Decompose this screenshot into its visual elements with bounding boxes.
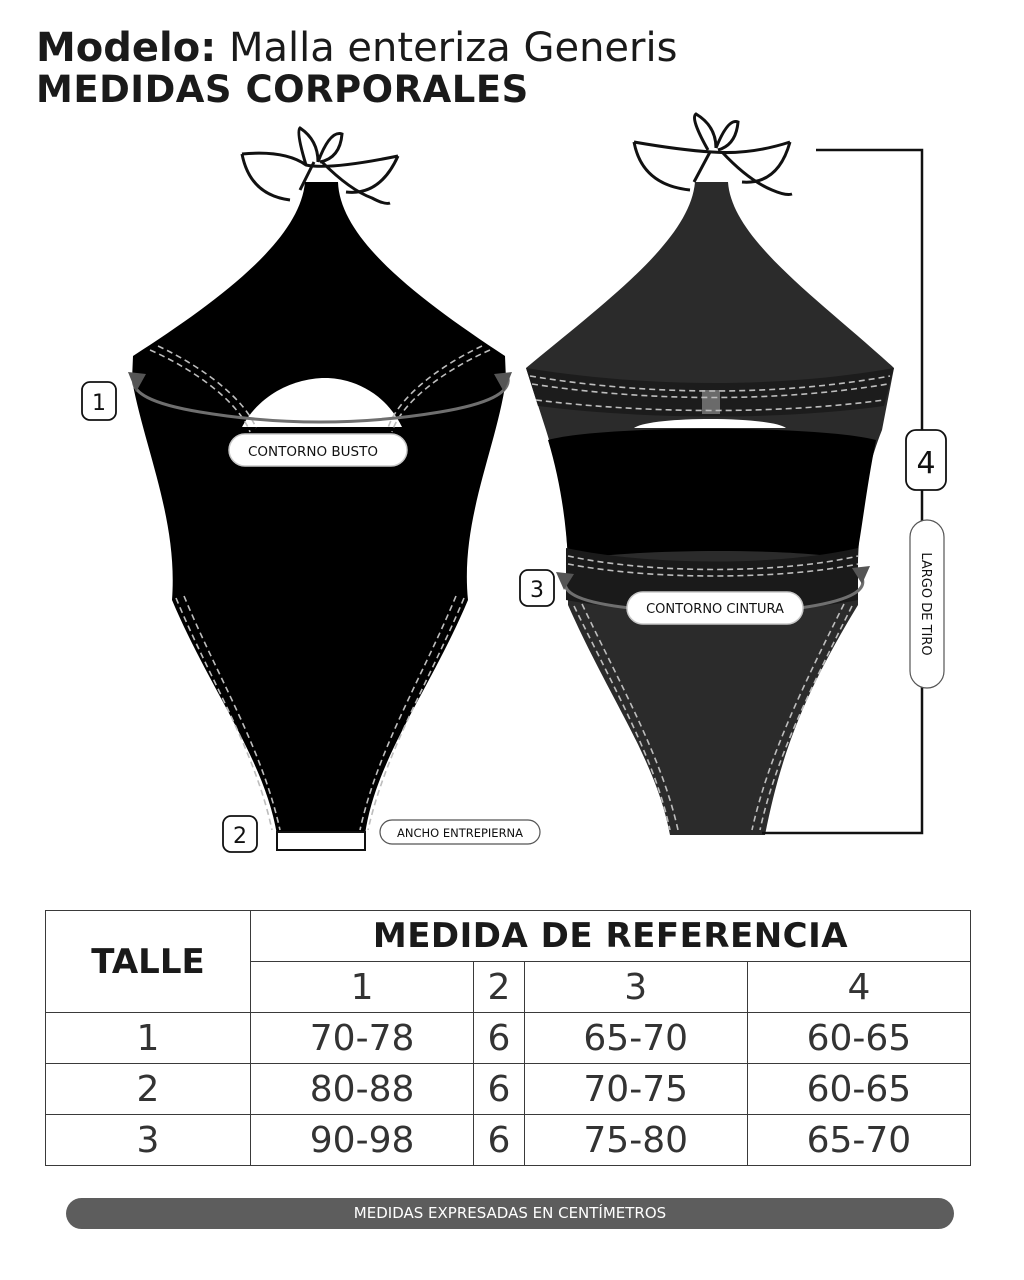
svg-text:1: 1 xyxy=(92,391,106,416)
front-garment-body xyxy=(132,182,506,835)
value-cell: 90-98 xyxy=(251,1115,474,1166)
medida-header: MEDIDA DE REFERENCIA xyxy=(251,911,971,962)
swimsuit-measurement-diagram xyxy=(0,110,1024,870)
marker-crotch xyxy=(223,816,257,852)
svg-text:4: 4 xyxy=(916,446,936,481)
crotch-label-pill xyxy=(380,820,540,844)
marker-bust xyxy=(82,382,116,420)
talle-cell: 1 xyxy=(46,1013,251,1064)
model-title xyxy=(36,24,677,72)
svg-text:2: 2 xyxy=(233,824,247,849)
marker-waist xyxy=(520,570,554,606)
column-header: 3 xyxy=(524,962,747,1013)
value-cell: 60-65 xyxy=(747,1013,970,1064)
column-header: 2 xyxy=(474,962,525,1013)
back-view xyxy=(526,114,922,835)
back-lower-cutout xyxy=(548,429,876,560)
value-cell: 70-75 xyxy=(524,1064,747,1115)
table-row xyxy=(46,1064,971,1115)
model-label: Modelo: xyxy=(36,25,217,71)
front-view xyxy=(128,128,512,850)
waist-label: CONTORNO CINTURA xyxy=(646,602,784,617)
length-label-pill xyxy=(910,520,944,688)
column-header: 1 xyxy=(251,962,474,1013)
waist-label-pill xyxy=(627,592,803,624)
value-cell: 70-78 xyxy=(251,1013,474,1064)
table-row xyxy=(46,1013,971,1064)
bust-label-pill xyxy=(229,434,407,466)
talle-header: TALLE xyxy=(46,911,251,1013)
talle-cell: 2 xyxy=(46,1064,251,1115)
value-cell: 80-88 xyxy=(251,1064,474,1115)
units-note: MEDIDAS EXPRESADAS EN CENTÍMETROS xyxy=(353,1204,667,1222)
size-reference-table xyxy=(45,910,971,1166)
crotch-label: ANCHO ENTREPIERNA xyxy=(396,826,524,840)
model-name: Malla enteriza Generis xyxy=(228,25,678,71)
length-label: LARGO DE TIRO xyxy=(918,552,933,656)
value-cell: 6 xyxy=(474,1115,525,1166)
units-footer-bar xyxy=(66,1198,954,1229)
value-cell: 6 xyxy=(474,1064,525,1115)
table-row xyxy=(46,1115,971,1166)
value-cell: 65-70 xyxy=(747,1115,970,1166)
page-subtitle: MEDIDAS CORPORALES xyxy=(36,68,529,111)
column-header: 4 xyxy=(747,962,970,1013)
talle-cell: 3 xyxy=(46,1115,251,1166)
marker-length xyxy=(906,430,946,490)
bust-label: CONTORNO BUSTO xyxy=(247,444,379,460)
value-cell: 75-80 xyxy=(524,1115,747,1166)
crotch-width-marker xyxy=(277,832,365,850)
value-cell: 65-70 xyxy=(524,1013,747,1064)
table-header-row xyxy=(46,911,971,962)
svg-text:3: 3 xyxy=(530,578,544,603)
value-cell: 60-65 xyxy=(747,1064,970,1115)
value-cell: 6 xyxy=(474,1013,525,1064)
